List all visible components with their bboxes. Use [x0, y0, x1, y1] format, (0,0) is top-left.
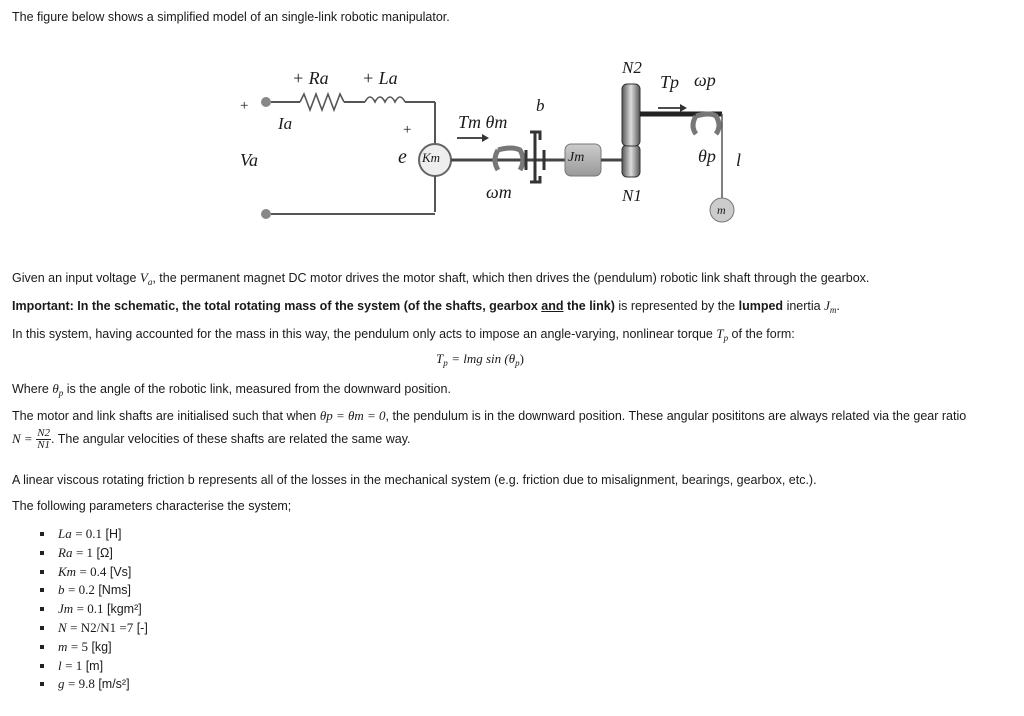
intro-text: The figure below shows a simplified model of an single-link robotic manipulator.	[12, 10, 450, 24]
param-item: b = 0.2 [Nms]	[40, 581, 148, 600]
label-ra: + Ra	[292, 68, 329, 88]
label-tp: Tp	[660, 72, 680, 92]
label-jm: Jm	[568, 150, 585, 165]
para-friction: A linear viscous rotating friction b represents all of the losses in the mechanical system (e.g. friction due to misalignment, bearings, gearbox, etc.).	[12, 473, 817, 487]
terminal-top	[261, 97, 271, 107]
inductor-la	[365, 97, 405, 102]
gear-n2	[622, 84, 640, 146]
param-item: m = 5 [kg]	[40, 638, 148, 657]
para-initialised: The motor and link shafts are initialised such that when θp = θm = 0, the pendulum is in the downward position. These angular posititons are always related via the gear ratio	[12, 408, 967, 423]
label-wp: ωp	[694, 70, 716, 90]
damper-b	[526, 132, 544, 182]
label-tm-thetam: Tm θm	[458, 112, 508, 132]
para-input-voltage: Given an input voltage $V_a$, the permanent magnet DC motor drives the motor shaft, which then drives the (pendulum) robotic link shaft through the gearbox.	[12, 270, 870, 287]
param-item: Ra = 1 [Ω]	[40, 544, 148, 563]
label-m: m	[717, 203, 726, 217]
label-n1: N1	[622, 186, 642, 205]
rotation-arrow-wp	[693, 114, 719, 134]
param-item: l = 1 [m]	[40, 657, 148, 676]
label-e: e	[398, 146, 407, 168]
resistor-ra	[300, 94, 344, 110]
label-va: Va	[240, 150, 258, 170]
plus-sign: +	[240, 98, 249, 114]
label-n2: N2	[622, 58, 642, 77]
para-gear-ratio: N = $\frac{N2}{N1}$ . The angular velocities of these shafts are related the same way.	[12, 427, 411, 451]
label-la: + La	[362, 68, 398, 88]
label-thetap: θp	[698, 146, 716, 166]
param-item: Km = 0.4 [Vs]	[40, 563, 148, 582]
fraction-n2-n1: $\frac{N2}{N1}$	[37, 427, 51, 451]
label-l: l	[736, 150, 742, 170]
terminal-bottom	[261, 209, 271, 219]
plus-motor: +	[403, 122, 412, 138]
para-where: Where $\theta_p$ is the angle of the robotic link, measured from the downward position.	[12, 381, 451, 398]
label-km: Km	[422, 150, 441, 165]
param-item: N = N2/N1 =7 [-]	[40, 619, 148, 638]
para-torque: In this system, having accounted for the mass in this way, the pendulum only acts to impose an angle-varying, nonlinear torque $T_p$ of the form:	[12, 326, 795, 343]
param-item: La = 0.1 [H]	[40, 525, 148, 544]
gear-n1	[622, 145, 640, 177]
para-important: Important: In the schematic, the total rotating mass of the system (of the shafts, gearbox and the link) is represented by the lumped inertia $J_m$.	[12, 298, 840, 315]
label-wm: ωm	[486, 182, 512, 202]
parameter-list	[40, 525, 148, 694]
para-parameters-intro: The following parameters characterise the system;	[12, 499, 292, 513]
label-ia: Ia	[278, 114, 293, 133]
param-item: g = 9.8 [m/s²]	[40, 675, 148, 694]
equation-tp: $T_p$ = lmg $\sin (\theta_p)$	[436, 351, 524, 368]
label-b: b	[536, 96, 545, 115]
param-item: Jm = 0.1 [kgm²]	[40, 600, 148, 619]
